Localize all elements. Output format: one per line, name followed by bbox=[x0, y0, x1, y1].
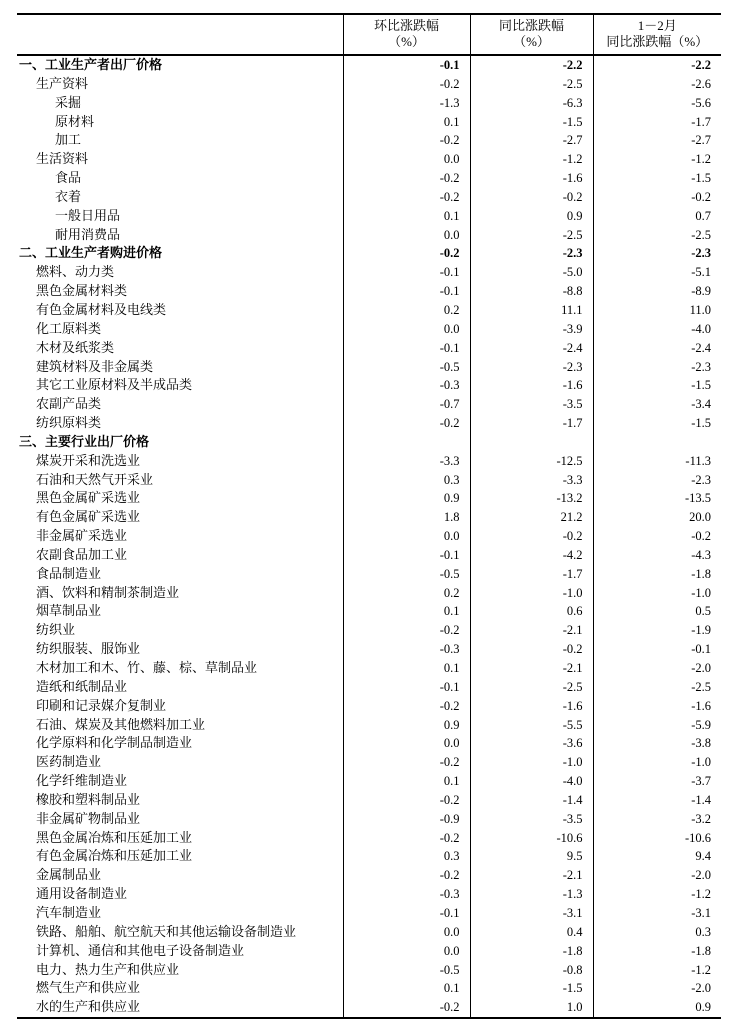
cell-mom: 0.1 bbox=[343, 979, 470, 998]
row-label: 有色金属矿采选业 bbox=[36, 509, 141, 525]
cell-ytd: 11.0 bbox=[593, 301, 721, 320]
cell-mom: -0.2 bbox=[343, 866, 470, 885]
cell-ytd: -1.5 bbox=[593, 169, 721, 188]
table-row bbox=[17, 772, 721, 791]
cell-mom: -0.2 bbox=[343, 244, 470, 263]
table-row bbox=[17, 678, 721, 697]
cell-yoy: -5.0 bbox=[470, 263, 593, 282]
cell-mom: 0.0 bbox=[343, 734, 470, 753]
cell-yoy: -1.6 bbox=[470, 169, 593, 188]
table-row bbox=[17, 904, 721, 923]
cell-ytd: -2.2 bbox=[593, 55, 721, 75]
table-header bbox=[17, 14, 721, 55]
table-row bbox=[17, 244, 721, 263]
table-body bbox=[17, 55, 721, 1018]
cell-mom: -0.1 bbox=[343, 339, 470, 358]
cell-mom bbox=[343, 433, 470, 452]
cell-ytd: -1.2 bbox=[593, 150, 721, 169]
header-yoy-line1: 同比涨跌幅 bbox=[498, 18, 564, 33]
row-label: 计算机、通信和其他电子设备制造业 bbox=[36, 942, 245, 958]
row-label: 三、主要行业出厂价格 bbox=[19, 433, 150, 449]
cell-yoy: -1.4 bbox=[470, 791, 593, 810]
row-label: 木材加工和木、竹、藤、棕、草制品业 bbox=[36, 660, 258, 675]
table-row bbox=[17, 829, 721, 848]
cell-ytd: -1.5 bbox=[593, 414, 721, 433]
row-label: 二、工业生产者购进价格 bbox=[19, 245, 163, 261]
cell-yoy: -2.5 bbox=[470, 75, 593, 94]
cell-yoy bbox=[470, 433, 593, 452]
row-label: 黑色金属冶炼和压延加工业 bbox=[36, 829, 193, 845]
cell-ytd: -3.4 bbox=[593, 395, 721, 414]
row-label: 燃气生产和供应业 bbox=[36, 980, 141, 996]
table-row bbox=[17, 131, 721, 150]
table-row bbox=[17, 150, 721, 169]
header-ytd-line2: 同比涨跌幅（%） bbox=[606, 34, 709, 49]
cell-mom: -0.1 bbox=[343, 546, 470, 565]
cell-yoy: -1.6 bbox=[470, 376, 593, 395]
table-row bbox=[17, 998, 721, 1018]
cell-ytd: -2.5 bbox=[593, 678, 721, 697]
cell-ytd: -8.9 bbox=[593, 282, 721, 301]
header-yoy-cell bbox=[470, 14, 593, 55]
cell-mom: 0.3 bbox=[343, 471, 470, 490]
table-row bbox=[17, 791, 721, 810]
cell-yoy: 21.2 bbox=[470, 508, 593, 527]
cell-mom: -1.3 bbox=[343, 94, 470, 113]
table-row bbox=[17, 282, 721, 301]
cell-yoy: -4.2 bbox=[470, 546, 593, 565]
cell-ytd: -11.3 bbox=[593, 452, 721, 471]
cell-mom: -0.2 bbox=[343, 829, 470, 848]
cell-yoy: -2.3 bbox=[470, 244, 593, 263]
row-label: 化学纤维制造业 bbox=[36, 773, 128, 789]
row-label: 铁路、船舶、航空航天和其他运输设备制造业 bbox=[36, 923, 297, 939]
cell-yoy: -10.6 bbox=[470, 829, 593, 848]
cell-ytd: -0.1 bbox=[593, 640, 721, 659]
table-row bbox=[17, 923, 721, 942]
cell-yoy: -1.6 bbox=[470, 697, 593, 716]
row-label: 食品 bbox=[55, 170, 82, 186]
cell-mom: 0.0 bbox=[343, 942, 470, 961]
cell-mom: 0.2 bbox=[343, 301, 470, 320]
header-mom-line1: 环比涨跌幅 bbox=[373, 18, 439, 33]
cell-ytd: 20.0 bbox=[593, 508, 721, 527]
table-row bbox=[17, 339, 721, 358]
cell-yoy: -0.2 bbox=[470, 640, 593, 659]
table-row bbox=[17, 55, 721, 75]
cell-mom: -0.5 bbox=[343, 358, 470, 377]
cell-ytd: -1.2 bbox=[593, 885, 721, 904]
cell-ytd: -10.6 bbox=[593, 829, 721, 848]
cell-yoy: -2.1 bbox=[470, 659, 593, 678]
cell-yoy: -2.2 bbox=[470, 55, 593, 75]
table-row bbox=[17, 527, 721, 546]
cell-mom: -0.2 bbox=[343, 131, 470, 150]
row-label: 食品制造业 bbox=[36, 565, 102, 581]
table-row bbox=[17, 885, 721, 904]
cell-ytd: -2.0 bbox=[593, 659, 721, 678]
cell-mom: -3.3 bbox=[343, 452, 470, 471]
cell-ytd: -2.6 bbox=[593, 75, 721, 94]
cell-yoy: -1.7 bbox=[470, 414, 593, 433]
cell-yoy: -5.5 bbox=[470, 716, 593, 735]
cell-ytd: -1.8 bbox=[593, 565, 721, 584]
table-row bbox=[17, 452, 721, 471]
cell-ytd bbox=[593, 433, 721, 452]
cell-yoy: -2.1 bbox=[470, 866, 593, 885]
row-label: 橡胶和塑料制品业 bbox=[36, 791, 141, 807]
cell-mom: 0.0 bbox=[343, 923, 470, 942]
cell-yoy: 1.0 bbox=[470, 998, 593, 1018]
cell-mom: 0.3 bbox=[343, 847, 470, 866]
row-label: 一般日用品 bbox=[55, 207, 121, 223]
header-yoy-line2: （%） bbox=[513, 34, 550, 49]
cell-yoy: -3.9 bbox=[470, 320, 593, 339]
table-row bbox=[17, 188, 721, 207]
row-label: 非金属矿采选业 bbox=[36, 528, 128, 544]
cell-ytd: -2.0 bbox=[593, 866, 721, 885]
table-row bbox=[17, 546, 721, 565]
cell-yoy: -3.5 bbox=[470, 810, 593, 829]
cell-mom: -0.1 bbox=[343, 904, 470, 923]
row-label: 造纸和纸制品业 bbox=[36, 678, 128, 694]
cell-ytd: -3.7 bbox=[593, 772, 721, 791]
cell-mom: -0.1 bbox=[343, 263, 470, 282]
table-row bbox=[17, 979, 721, 998]
row-label: 生产资料 bbox=[36, 75, 89, 91]
header-row bbox=[17, 14, 721, 55]
cell-mom: -0.2 bbox=[343, 697, 470, 716]
cell-yoy: -0.2 bbox=[470, 188, 593, 207]
table-row bbox=[17, 471, 721, 490]
cell-ytd: -5.6 bbox=[593, 94, 721, 113]
table-row bbox=[17, 753, 721, 772]
row-label: 燃料、动力类 bbox=[36, 264, 115, 280]
table-row bbox=[17, 263, 721, 282]
table-row bbox=[17, 376, 721, 395]
cell-mom: 0.0 bbox=[343, 527, 470, 546]
cell-mom: -0.1 bbox=[343, 678, 470, 697]
cell-mom: -0.2 bbox=[343, 791, 470, 810]
cell-mom: -0.2 bbox=[343, 188, 470, 207]
cell-yoy: 11.1 bbox=[470, 301, 593, 320]
cell-ytd: 0.9 bbox=[593, 998, 721, 1018]
row-label: 酒、饮料和精制茶制造业 bbox=[36, 584, 180, 600]
cell-mom: 0.1 bbox=[343, 772, 470, 791]
header-ytd-line1: 1－2月 bbox=[637, 18, 677, 33]
cell-yoy: -1.5 bbox=[470, 979, 593, 998]
ppi-price-table bbox=[17, 13, 721, 1019]
cell-yoy: -2.4 bbox=[470, 339, 593, 358]
cell-mom: 0.9 bbox=[343, 716, 470, 735]
cell-yoy: 0.9 bbox=[470, 207, 593, 226]
table-row bbox=[17, 226, 721, 245]
table-row bbox=[17, 433, 721, 452]
cell-mom: 1.8 bbox=[343, 508, 470, 527]
cell-mom: 0.0 bbox=[343, 150, 470, 169]
table-row bbox=[17, 414, 721, 433]
cell-yoy: -6.3 bbox=[470, 94, 593, 113]
cell-mom: 0.0 bbox=[343, 226, 470, 245]
cell-yoy: -3.6 bbox=[470, 734, 593, 753]
cell-mom: -0.2 bbox=[343, 621, 470, 640]
cell-yoy: 9.5 bbox=[470, 847, 593, 866]
row-label: 其它工业原材料及半成品类 bbox=[36, 377, 193, 393]
table-row bbox=[17, 94, 721, 113]
cell-ytd: -2.3 bbox=[593, 244, 721, 263]
cell-mom: -0.1 bbox=[343, 282, 470, 301]
row-label: 加工 bbox=[55, 132, 82, 148]
table-row bbox=[17, 602, 721, 621]
cell-ytd: -1.2 bbox=[593, 961, 721, 980]
row-label: 黑色金属材料类 bbox=[36, 283, 128, 299]
cell-mom: -0.2 bbox=[343, 414, 470, 433]
row-label: 化工原料类 bbox=[36, 320, 102, 336]
row-label: 有色金属材料及电线类 bbox=[36, 301, 167, 317]
cell-ytd: -1.5 bbox=[593, 376, 721, 395]
row-label: 木材及纸浆类 bbox=[36, 339, 115, 355]
cell-ytd: 9.4 bbox=[593, 847, 721, 866]
cell-mom: 0.1 bbox=[343, 659, 470, 678]
cell-ytd: 0.5 bbox=[593, 602, 721, 621]
cell-yoy: -2.3 bbox=[470, 358, 593, 377]
cell-ytd: -0.2 bbox=[593, 527, 721, 546]
table-row bbox=[17, 716, 721, 735]
cell-mom: 0.0 bbox=[343, 320, 470, 339]
cell-yoy: -1.8 bbox=[470, 942, 593, 961]
cell-ytd: -2.0 bbox=[593, 979, 721, 998]
row-label: 耐用消费品 bbox=[55, 226, 121, 242]
cell-ytd: -1.7 bbox=[593, 113, 721, 132]
row-label: 电力、热力生产和供应业 bbox=[36, 961, 180, 977]
cell-ytd: -3.2 bbox=[593, 810, 721, 829]
cell-ytd: -13.5 bbox=[593, 489, 721, 508]
cell-yoy: -1.2 bbox=[470, 150, 593, 169]
cell-ytd: -2.3 bbox=[593, 358, 721, 377]
cell-yoy: -1.5 bbox=[470, 113, 593, 132]
cell-ytd: -2.7 bbox=[593, 131, 721, 150]
table-row bbox=[17, 640, 721, 659]
cell-yoy: 0.4 bbox=[470, 923, 593, 942]
table-row bbox=[17, 734, 721, 753]
cell-yoy: -1.3 bbox=[470, 885, 593, 904]
table-row bbox=[17, 75, 721, 94]
cell-ytd: 0.7 bbox=[593, 207, 721, 226]
header-ytd-cell bbox=[593, 14, 721, 55]
cell-yoy: -1.0 bbox=[470, 753, 593, 772]
cell-mom: -0.3 bbox=[343, 376, 470, 395]
table-row bbox=[17, 810, 721, 829]
cell-mom: -0.5 bbox=[343, 961, 470, 980]
cell-ytd: -1.0 bbox=[593, 753, 721, 772]
cell-ytd: -2.4 bbox=[593, 339, 721, 358]
cell-ytd: 0.3 bbox=[593, 923, 721, 942]
row-label: 煤炭开采和洗选业 bbox=[36, 452, 141, 468]
cell-yoy: -3.3 bbox=[470, 471, 593, 490]
row-label: 黑色金属矿采选业 bbox=[36, 490, 141, 506]
row-label: 采掘 bbox=[55, 94, 82, 110]
cell-mom: 0.1 bbox=[343, 602, 470, 621]
row-label: 水的生产和供应业 bbox=[36, 999, 141, 1015]
row-label: 金属制品业 bbox=[36, 867, 102, 883]
header-category-cell bbox=[17, 14, 343, 55]
row-label: 纺织服装、服饰业 bbox=[36, 641, 141, 657]
cell-ytd: -3.8 bbox=[593, 734, 721, 753]
cell-ytd: -5.1 bbox=[593, 263, 721, 282]
cell-yoy: -1.7 bbox=[470, 565, 593, 584]
row-label: 石油、煤炭及其他燃料加工业 bbox=[36, 716, 206, 732]
cell-mom: 0.9 bbox=[343, 489, 470, 508]
table-row bbox=[17, 961, 721, 980]
cell-ytd: -1.0 bbox=[593, 584, 721, 603]
cell-yoy: -2.1 bbox=[470, 621, 593, 640]
table-row bbox=[17, 113, 721, 132]
cell-mom: -0.2 bbox=[343, 75, 470, 94]
cell-ytd: -4.0 bbox=[593, 320, 721, 339]
table-row bbox=[17, 847, 721, 866]
cell-mom: -0.2 bbox=[343, 998, 470, 1018]
table-row bbox=[17, 508, 721, 527]
table-row bbox=[17, 358, 721, 377]
row-label: 化学原料和化学制品制造业 bbox=[36, 735, 193, 751]
table-row bbox=[17, 584, 721, 603]
table-row bbox=[17, 866, 721, 885]
row-label: 通用设备制造业 bbox=[36, 886, 128, 902]
table-row bbox=[17, 659, 721, 678]
cell-yoy: -3.5 bbox=[470, 395, 593, 414]
cell-ytd: -3.1 bbox=[593, 904, 721, 923]
cell-ytd: -1.6 bbox=[593, 697, 721, 716]
cell-ytd: -2.3 bbox=[593, 471, 721, 490]
cell-ytd: -1.8 bbox=[593, 942, 721, 961]
row-label: 有色金属冶炼和压延加工业 bbox=[36, 848, 193, 864]
header-mom-cell bbox=[343, 14, 470, 55]
table-row bbox=[17, 301, 721, 320]
row-label: 生活资料 bbox=[36, 151, 89, 167]
row-label: 农副产品类 bbox=[36, 396, 102, 412]
cell-yoy: -3.1 bbox=[470, 904, 593, 923]
cell-ytd: -1.4 bbox=[593, 791, 721, 810]
cell-yoy: -0.2 bbox=[470, 527, 593, 546]
cell-yoy: -13.2 bbox=[470, 489, 593, 508]
row-label: 纺织原料类 bbox=[36, 415, 102, 431]
cell-yoy: -12.5 bbox=[470, 452, 593, 471]
cell-yoy: -2.7 bbox=[470, 131, 593, 150]
row-label: 医药制造业 bbox=[36, 754, 102, 770]
row-label: 汽车制造业 bbox=[36, 904, 102, 920]
cell-ytd: -1.9 bbox=[593, 621, 721, 640]
cell-ytd: -2.5 bbox=[593, 226, 721, 245]
table-row bbox=[17, 169, 721, 188]
cell-ytd: -5.9 bbox=[593, 716, 721, 735]
table-row bbox=[17, 697, 721, 716]
cell-yoy: -2.5 bbox=[470, 226, 593, 245]
cell-yoy: 0.6 bbox=[470, 602, 593, 621]
cell-mom: -0.2 bbox=[343, 753, 470, 772]
cell-yoy: -2.5 bbox=[470, 678, 593, 697]
cell-ytd: -0.2 bbox=[593, 188, 721, 207]
cell-mom: -0.1 bbox=[343, 55, 470, 75]
table-row bbox=[17, 489, 721, 508]
cell-yoy: -8.8 bbox=[470, 282, 593, 301]
cell-mom: -0.3 bbox=[343, 640, 470, 659]
row-label: 衣着 bbox=[55, 188, 82, 204]
row-label: 一、工业生产者出厂价格 bbox=[19, 57, 163, 72]
row-label: 烟草制品业 bbox=[36, 603, 102, 619]
row-label: 石油和天然气开采业 bbox=[36, 471, 154, 487]
table-row bbox=[17, 395, 721, 414]
table-row bbox=[17, 565, 721, 584]
cell-yoy: -0.8 bbox=[470, 961, 593, 980]
cell-mom: -0.3 bbox=[343, 885, 470, 904]
cell-mom: -0.5 bbox=[343, 565, 470, 584]
row-label: 非金属矿物制品业 bbox=[36, 810, 141, 826]
row-label: 农副食品加工业 bbox=[36, 546, 128, 562]
row-label: 印刷和记录媒介复制业 bbox=[36, 697, 167, 713]
table-row bbox=[17, 621, 721, 640]
row-label: 纺织业 bbox=[36, 622, 76, 638]
cell-mom: -0.7 bbox=[343, 395, 470, 414]
cell-yoy: -1.0 bbox=[470, 584, 593, 603]
table-row bbox=[17, 942, 721, 961]
table-row bbox=[17, 207, 721, 226]
table-row bbox=[17, 320, 721, 339]
cell-mom: 0.1 bbox=[343, 113, 470, 132]
row-label: 建筑材料及非金属类 bbox=[36, 358, 154, 374]
cell-mom: 0.1 bbox=[343, 207, 470, 226]
cell-ytd: -4.3 bbox=[593, 546, 721, 565]
cell-mom: 0.2 bbox=[343, 584, 470, 603]
cell-mom: -0.9 bbox=[343, 810, 470, 829]
row-label: 原材料 bbox=[55, 113, 95, 129]
cell-mom: -0.2 bbox=[343, 169, 470, 188]
cell-yoy: -4.0 bbox=[470, 772, 593, 791]
header-mom-line2: （%） bbox=[388, 34, 425, 49]
